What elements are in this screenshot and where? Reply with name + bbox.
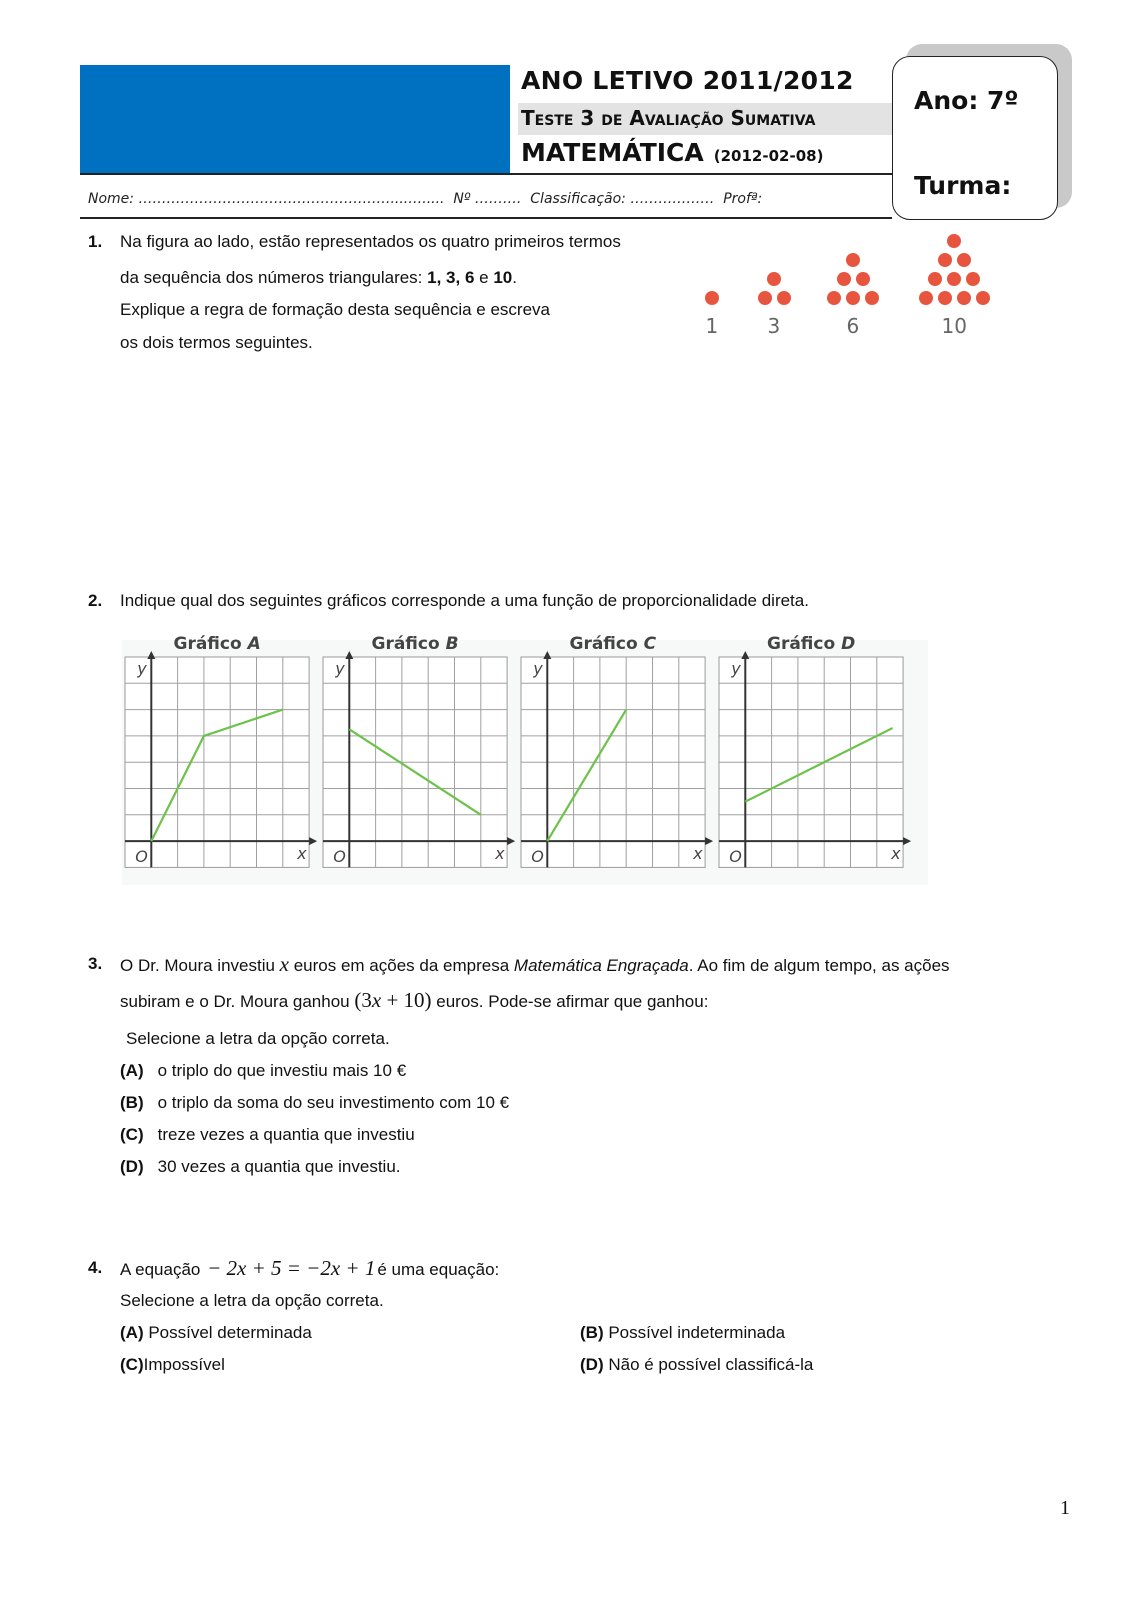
x-axis-arrow xyxy=(309,837,317,845)
subject-name: MATEMÁTICA xyxy=(521,138,704,167)
header-divider-bottom xyxy=(80,217,892,219)
text-fragment: . Ao fim de algum tempo, as ações xyxy=(688,956,950,975)
triangular-dot xyxy=(777,291,791,305)
text-fragment: e xyxy=(474,268,494,287)
page-number: 1 xyxy=(1060,1497,1070,1519)
y-axis-arrow xyxy=(147,651,155,659)
expr-part: + 10) xyxy=(381,988,432,1012)
option-text: o triplo da soma do seu investimento com 10 € xyxy=(157,1093,510,1112)
option-text: Não é possível classificá-la xyxy=(603,1355,814,1374)
test-date: (2012-02-08) xyxy=(713,147,824,165)
option-text: Possível indeterminada xyxy=(603,1323,786,1342)
x-axis-label: x xyxy=(693,844,703,864)
question-2-number: 2. xyxy=(88,591,103,610)
graph-title xyxy=(174,634,261,654)
triangular-dot xyxy=(865,291,879,305)
triangular-dot xyxy=(758,291,772,305)
question-3-option-a[interactable] xyxy=(120,1061,406,1081)
text-fragment: euros. Pode-se afirmar que ganhou: xyxy=(431,992,709,1011)
y-axis-arrow xyxy=(345,651,353,659)
question-4-line-1 xyxy=(120,1256,499,1281)
school-year-title: ANO LETIVO 2011/2012 xyxy=(521,66,854,95)
student-info-line: Nome: ………………………………………………....…..... Nº ………. Classificação: ……………… Profª: xyxy=(88,191,763,207)
text-fragment: O Dr. Moura investiu xyxy=(120,956,280,975)
triangular-dot xyxy=(938,253,952,267)
triangular-dot xyxy=(928,272,942,286)
origin-label: O xyxy=(333,847,346,867)
graph-title-prefix: Gráfico xyxy=(173,634,248,654)
graphs-panel xyxy=(122,634,928,885)
option-letter: (A) xyxy=(120,1323,144,1342)
question-1-line-2 xyxy=(120,268,517,288)
graph-b xyxy=(323,657,521,875)
class-label: Turma: xyxy=(914,171,1012,200)
option-text: Possível determinada xyxy=(143,1323,312,1342)
triangular-dot xyxy=(976,291,990,305)
expr-part: (3 xyxy=(354,988,372,1012)
y-axis-arrow xyxy=(741,651,749,659)
company-name: Matemática Engraçada xyxy=(513,956,689,975)
triangular-dot xyxy=(837,272,851,286)
graph-title-letter: A xyxy=(247,634,261,654)
origin-label: O xyxy=(729,847,742,867)
question-3-option-c[interactable] xyxy=(120,1125,415,1145)
year-label: Ano: 7º xyxy=(914,86,1019,115)
graph-title-letter: D xyxy=(841,634,856,654)
triangular-term-label: 3 xyxy=(767,314,781,338)
question-4-option-c[interactable] xyxy=(120,1355,225,1375)
y-axis-label: y xyxy=(335,659,345,678)
variable-x: x xyxy=(279,952,289,976)
graph-title-prefix: Gráfico xyxy=(371,634,446,654)
question-1-line-1: Na figura ao lado, estão representados os quatro primeiros termos xyxy=(120,232,621,251)
x-axis-arrow xyxy=(903,837,911,845)
option-letter: (B) xyxy=(580,1323,604,1342)
question-4-instruction: Selecione a letra da opção correta. xyxy=(120,1291,384,1310)
x-axis-label: x xyxy=(297,844,307,864)
y-axis-arrow xyxy=(543,651,551,659)
graph-title xyxy=(570,634,657,654)
question-3-number: 3. xyxy=(88,954,103,973)
question-3-line-1 xyxy=(120,952,950,977)
triangular-term-label: 6 xyxy=(846,314,860,338)
triangular-dot xyxy=(856,272,870,286)
triangular-dot xyxy=(966,272,980,286)
question-3-option-b[interactable] xyxy=(120,1093,509,1113)
x-axis-label: x xyxy=(891,844,901,864)
option-text: Impossível xyxy=(143,1355,225,1374)
graph-a xyxy=(125,657,323,875)
triangular-dot xyxy=(827,291,841,305)
option-text: treze vezes a quantia que investiu xyxy=(157,1125,415,1144)
option-letter: (C) xyxy=(120,1125,144,1144)
triangular-dot xyxy=(938,291,952,305)
option-letter: (D) xyxy=(580,1355,604,1374)
question-3-option-d[interactable] xyxy=(120,1157,401,1177)
x-axis-label: x xyxy=(495,844,505,864)
header-divider xyxy=(80,173,892,175)
test-subtitle: Teste 3 de Avaliação Sumativa xyxy=(521,106,816,130)
graph-title-letter: C xyxy=(643,634,657,654)
question-3-line-2 xyxy=(120,988,708,1013)
x-axis-arrow xyxy=(507,837,515,845)
x-axis-arrow xyxy=(705,837,713,845)
y-axis-label: y xyxy=(137,659,147,678)
graph-title-letter: B xyxy=(445,634,459,654)
header-color-block xyxy=(80,65,510,173)
question-1-line-4: os dois termos seguintes. xyxy=(120,333,313,352)
text-fragment: A equação xyxy=(120,1260,206,1279)
graph-title xyxy=(372,634,459,654)
triangular-dot xyxy=(767,272,781,286)
question-4-option-d[interactable] xyxy=(580,1355,813,1375)
triangular-dot xyxy=(947,234,961,248)
y-axis-label: y xyxy=(731,659,741,678)
origin-label: O xyxy=(135,847,148,867)
y-axis-label: y xyxy=(533,659,543,678)
triangular-dot xyxy=(705,291,719,305)
question-1-number: 1. xyxy=(88,232,103,251)
option-text: o triplo do que investiu mais 10 € xyxy=(157,1061,407,1080)
triangular-dot xyxy=(846,291,860,305)
text-fragment: euros em ações da empresa xyxy=(289,956,514,975)
text-fragment: da sequência dos números triangulares: xyxy=(120,268,428,287)
graph-title-prefix: Gráfico xyxy=(767,634,842,654)
question-4-option-a[interactable] xyxy=(120,1323,312,1343)
text-fragment: subiram e o Dr. Moura ganhou xyxy=(120,992,355,1011)
triangular-numbers-figure xyxy=(705,236,1028,346)
triangular-dot xyxy=(957,291,971,305)
question-3-instruction: Selecione a letra da opção correta. xyxy=(126,1029,390,1048)
option-letter: (A) xyxy=(120,1061,144,1080)
text-fragment: . xyxy=(512,268,517,287)
sequence-term-last: 10 xyxy=(493,268,513,287)
question-2-text: Indique qual dos seguintes gráficos corresponde a uma função de proporcionalidade direta. xyxy=(120,591,809,610)
triangular-dot xyxy=(957,253,971,267)
graph-title xyxy=(767,634,855,654)
gain-expression xyxy=(354,988,431,1012)
triangular-term-label: 1 xyxy=(705,314,719,338)
equation: − 2x + 5 = −2x + 1 xyxy=(207,1256,376,1280)
subject-title xyxy=(521,138,823,167)
graph-title-prefix: Gráfico xyxy=(569,634,644,654)
question-4-option-b[interactable] xyxy=(580,1323,785,1343)
option-letter: (B) xyxy=(120,1093,144,1112)
sequence-terms: 1, 3, 6 xyxy=(427,268,475,287)
triangular-term-label: 10 xyxy=(941,314,967,338)
graph-c xyxy=(521,657,719,875)
origin-label: O xyxy=(531,847,544,867)
triangular-dot xyxy=(919,291,933,305)
graph-d xyxy=(719,657,917,875)
text-fragment: é uma equação: xyxy=(377,1260,500,1279)
option-text: 30 vezes a quantia que investiu. xyxy=(157,1157,401,1176)
option-letter: (C) xyxy=(120,1355,144,1374)
triangular-dot xyxy=(846,253,860,267)
triangular-dot xyxy=(947,272,961,286)
option-letter: (D) xyxy=(120,1157,144,1176)
question-4-number: 4. xyxy=(88,1258,103,1277)
question-1-line-3: Explique a regra de formação desta sequência e escreva xyxy=(120,300,550,319)
expr-var: x xyxy=(371,988,382,1012)
